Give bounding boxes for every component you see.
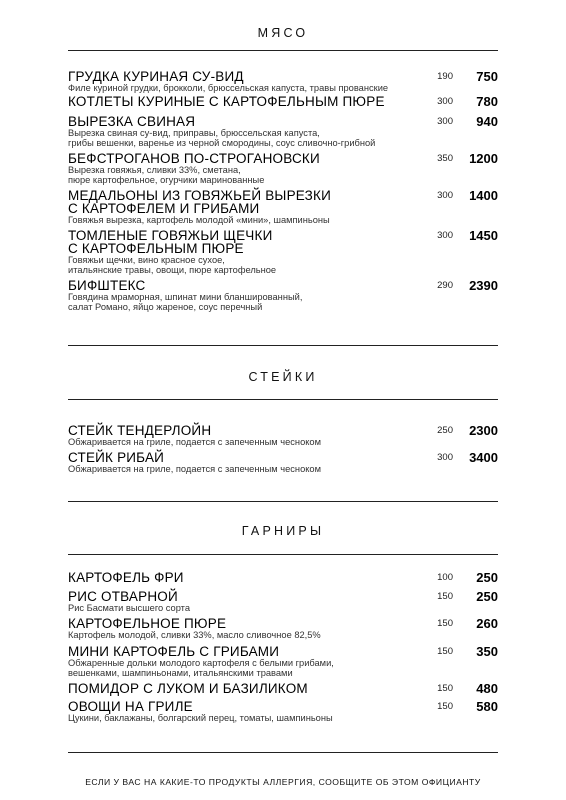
dish-price: 1200: [469, 151, 498, 166]
dish-price: 250: [476, 570, 498, 585]
dish-price: 260: [476, 616, 498, 631]
section-title: СТЕЙКИ: [248, 370, 318, 384]
dish-description: Вырезка говяжья, сливки 33%, сметана,: [68, 165, 241, 175]
menu-item: [68, 189, 498, 225]
dish-description: Обжаривается на гриле, подается с запеченным чесноком: [68, 437, 321, 447]
dish-price: 940: [476, 114, 498, 129]
menu-item: [68, 571, 498, 584]
menu-item: [68, 617, 498, 640]
dish-price: 750: [476, 69, 498, 84]
section-title: МЯСО: [257, 26, 309, 40]
dish-weight: 100: [437, 572, 453, 583]
dish-weight: 150: [437, 591, 453, 602]
menu-item: [68, 115, 498, 149]
menu-item: [68, 70, 498, 93]
dish-name: МИНИ КАРТОФЕЛЬ С ГРИБАМИ: [68, 644, 280, 659]
dish-description: Обжаренные дольки молодого картофеля с белыми грибами,: [68, 658, 334, 668]
section-bottom-divider: [68, 345, 498, 346]
dish-price: 3400: [469, 450, 498, 465]
menu-item: [68, 152, 498, 186]
dish-description: итальянские травы, овощи, пюре картофельное: [68, 265, 277, 276]
dish-weight: 300: [437, 96, 453, 107]
menu-item: [68, 451, 498, 474]
dish-price: 1450: [469, 228, 498, 243]
dish-weight: 250: [437, 425, 453, 436]
dish-description: Картофель молодой, сливки 33%, масло сливочное 82,5%: [68, 630, 321, 640]
dish-description: Говяжья вырезка, картофель молодой «мини», шампиньоны: [68, 215, 330, 225]
dish-name: ТОМЛЕНЫЕ ГОВЯЖЬИ ЩЕЧКИ: [68, 228, 273, 243]
dish-price: 250: [476, 589, 498, 604]
dish-name: СТЕЙК ТЕНДЕРЛОЙН: [68, 423, 212, 438]
menu-item: [68, 95, 498, 108]
dish-name: РИС ОТВАРНОЙ: [68, 589, 178, 604]
dish-description: Филе куриной грудки, брокколи, брюссельская капуста, травы прованские: [68, 83, 389, 93]
dish-weight: 150: [437, 683, 453, 694]
dish-description: Цукини, баклажаны, болгарский перец, томаты, шампиньоны: [68, 713, 333, 723]
dish-price: 2390: [469, 278, 498, 293]
section-top-divider: [68, 554, 498, 555]
dish-description: салат Романо, яйцо жареное, соус перечный: [68, 302, 263, 313]
dish-weight: 300: [437, 230, 453, 241]
section-bottom-divider: [68, 501, 498, 502]
dish-weight: 350: [437, 153, 453, 164]
dish-price: 780: [476, 94, 498, 109]
dish-weight: 300: [437, 116, 453, 127]
dish-description: Обжаривается на гриле, подается с запеченным чесноком: [68, 464, 321, 474]
menu-item: [68, 700, 498, 723]
dish-name: ВЫРЕЗКА СВИНАЯ: [68, 114, 196, 129]
section-top-divider: [68, 50, 498, 51]
dish-weight: 300: [437, 452, 453, 463]
dish-name: СТЕЙК РИБАЙ: [68, 450, 165, 465]
dish-name: КАРТОФЕЛЬ ФРИ: [68, 570, 184, 585]
dish-description: вешенками, шампиньонами, итальянскими травами: [68, 668, 293, 679]
dish-price: 350: [476, 644, 498, 659]
section-top-divider: [68, 399, 498, 400]
dish-price: 2300: [469, 423, 498, 438]
dish-name: КОТЛЕТЫ КУРИНЫЕ С КАРТОФЕЛЬНЫМ ПЮРЕ: [68, 94, 385, 109]
dish-name: МЕДАЛЬОНЫ ИЗ ГОВЯЖЬЕЙ ВЫРЕЗКИ: [68, 188, 332, 203]
dish-description: Вырезка свиная су-вид, приправы, брюссельская капуста,: [68, 128, 320, 138]
dish-description: Рис Басмати высшего сорта: [68, 603, 190, 613]
dish-name: ОВОЩИ НА ГРИЛЕ: [68, 699, 193, 714]
menu-item: [68, 279, 498, 313]
dish-name: ГРУДКА КУРИНАЯ СУ-ВИД: [68, 69, 244, 84]
dish-name: КАРТОФЕЛЬНОЕ ПЮРЕ: [68, 616, 227, 631]
dish-description: Говяжьи щечки, вино красное сухое,: [68, 255, 225, 265]
dish-name: С КАРТОФЕЛЬНЫМ ПЮРЕ: [68, 241, 244, 256]
dish-description: грибы вешенки, варенье из черной смородины, соус сливочно-грибной: [68, 138, 376, 149]
dish-description: Говядина мраморная, шпинат мини бланшированный,: [68, 292, 303, 302]
dish-weight: 190: [437, 71, 453, 82]
menu-item: [68, 229, 498, 276]
menu-item: [68, 682, 498, 695]
allergy-notice: ЕСЛИ У ВАС НА КАКИЕ-ТО ПРОДУКТЫ АЛЛЕРГИЯ, СООБЩИТЕ ОБ ЭТОМ ОФИЦИАНТУ: [85, 777, 481, 787]
menu-item: [68, 590, 498, 613]
dish-name: БИФШТЕКС: [68, 278, 146, 293]
section-bottom-divider: [68, 752, 498, 753]
dish-weight: 300: [437, 190, 453, 201]
dish-description: пюре картофельное, огурчики маринованные: [68, 175, 265, 186]
menu-item: [68, 424, 498, 447]
dish-weight: 150: [437, 701, 453, 712]
dish-price: 580: [476, 699, 498, 714]
dish-weight: 150: [437, 618, 453, 629]
menu-item: [68, 645, 498, 679]
dish-name: С КАРТОФЕЛЕМ И ГРИБАМИ: [68, 201, 260, 216]
dish-weight: 150: [437, 646, 453, 657]
section-title: ГАРНИРЫ: [241, 524, 325, 538]
dish-price: 480: [476, 681, 498, 696]
dish-name: ПОМИДОР С ЛУКОМ И БАЗИЛИКОМ: [68, 681, 308, 696]
dish-name: БЕФСТРОГАНОВ ПО-СТРОГАНОВСКИ: [68, 151, 320, 166]
dish-price: 1400: [469, 188, 498, 203]
dish-weight: 290: [437, 280, 453, 291]
